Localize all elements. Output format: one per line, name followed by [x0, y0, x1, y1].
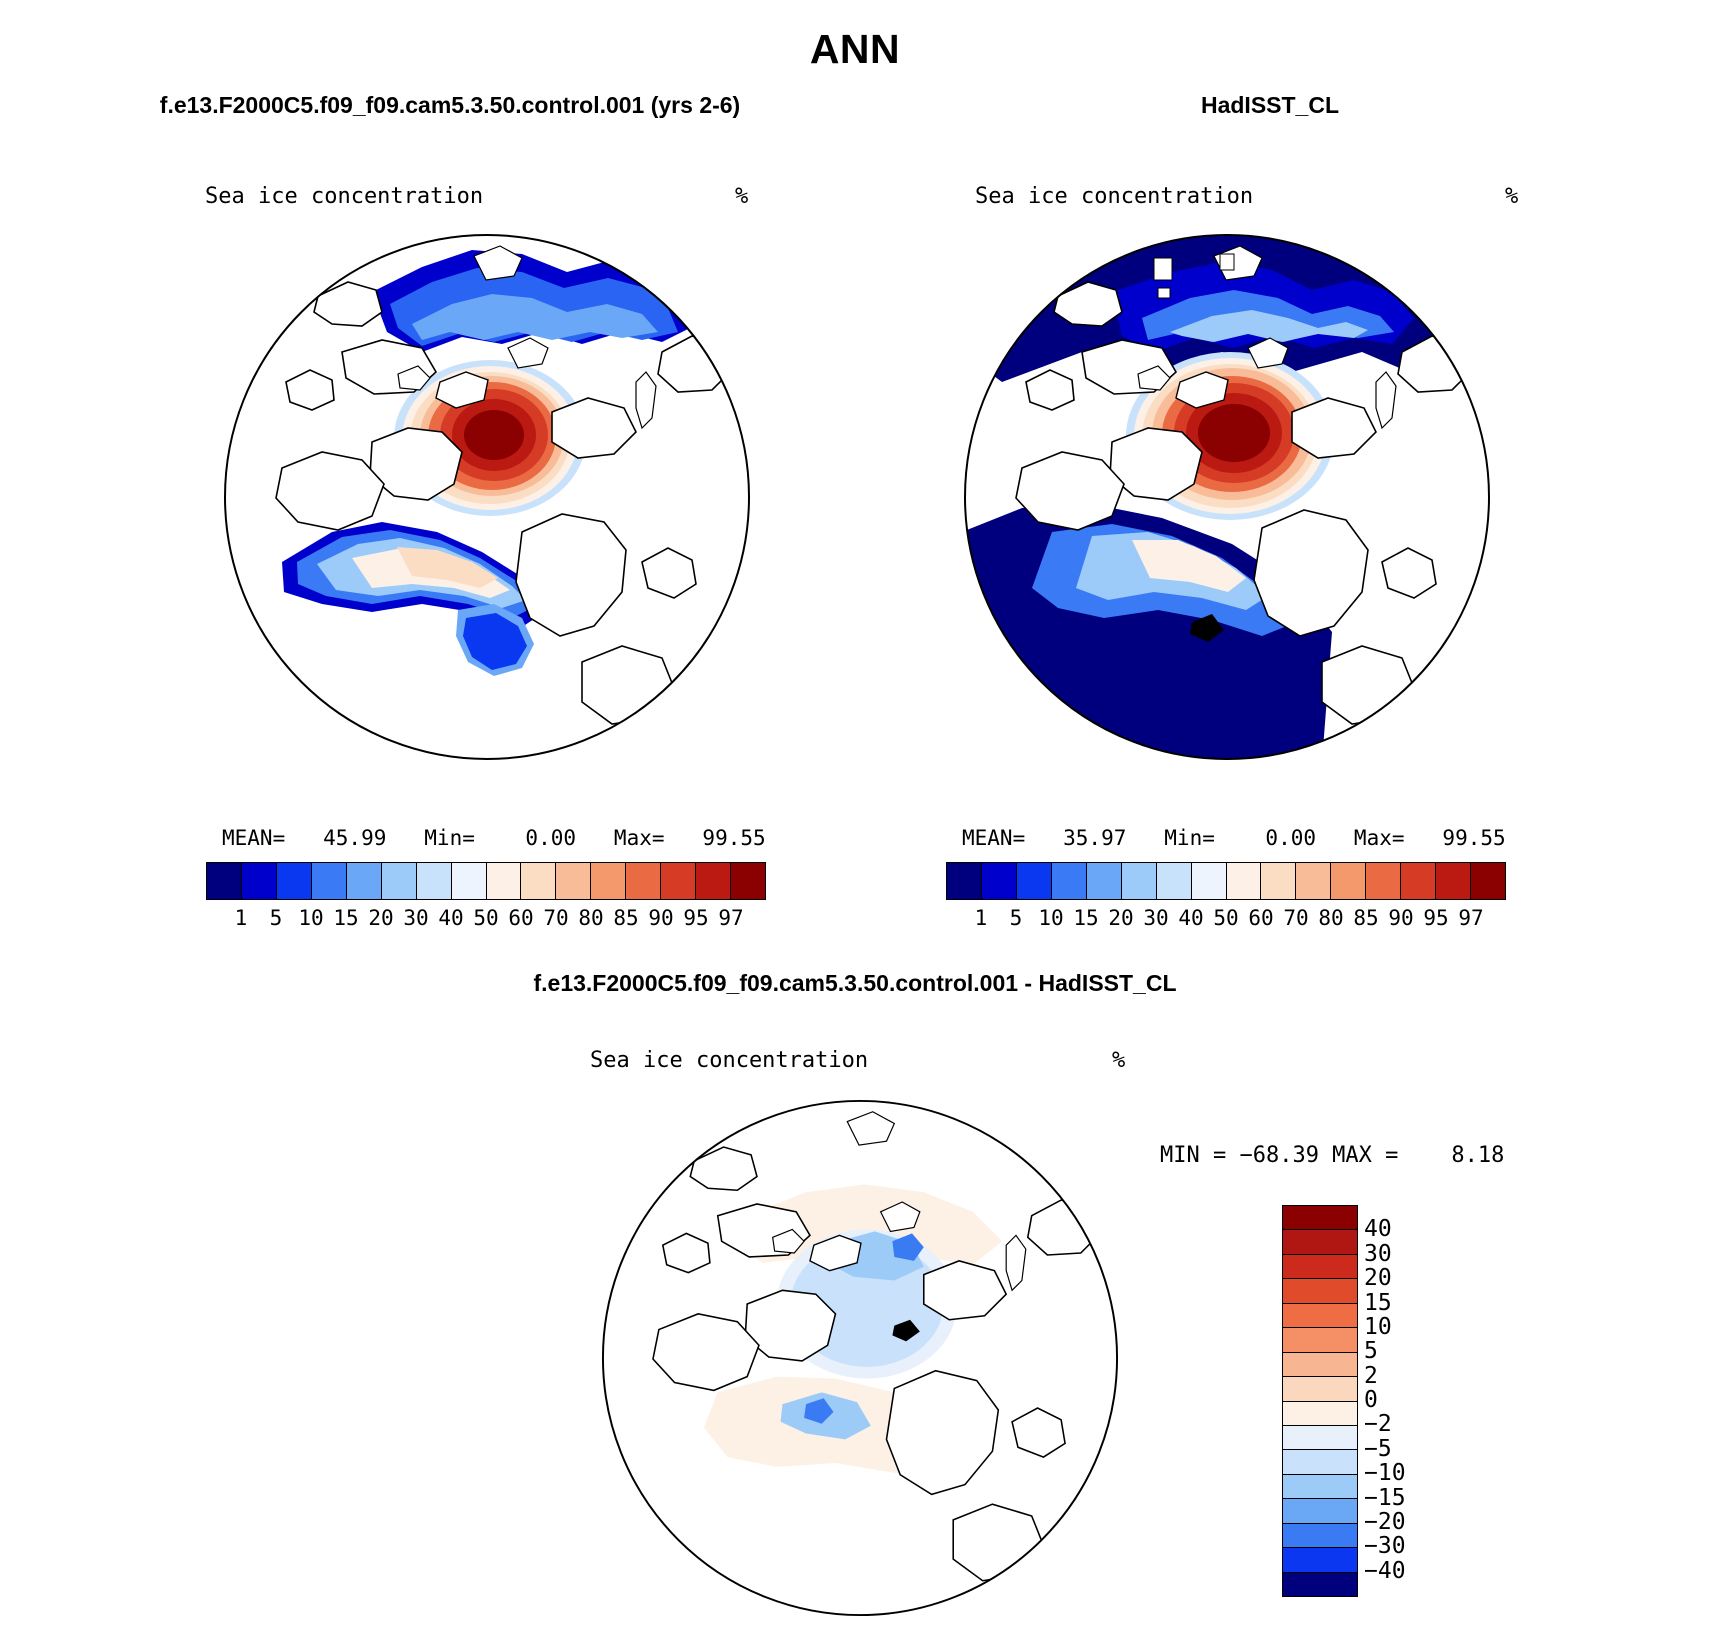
diff-colorbar-tick: 20: [1364, 1265, 1392, 1292]
right-units-label: %: [1505, 184, 1519, 209]
diff-map-svg: [600, 1098, 1120, 1618]
left-map-svg: [222, 232, 752, 762]
diff-variable-label: Sea ice concentration: [590, 1048, 869, 1073]
diff-colorbar-tick: 15: [1364, 1289, 1392, 1316]
diff-panel-title: f.e13.F2000C5.f09_f09.cam5.3.50.control.001 - HadISST_CL: [533, 970, 1177, 996]
left-colorbar-tick: 80: [578, 906, 604, 930]
diff-colorbar-tick: −2: [1364, 1411, 1392, 1438]
left-colorbar-tick: 85: [613, 906, 639, 930]
right-stats: MEAN= 35.97 Min= 0.00 Max= 99.55: [962, 826, 1506, 850]
diff-colorbar-tick: 40: [1364, 1216, 1392, 1243]
right-variable-label: Sea ice concentration: [975, 184, 1254, 209]
right-colorbar-tick: 10: [1038, 906, 1064, 930]
right-colorbar-tick: 80: [1318, 906, 1344, 930]
left-colorbar: [206, 862, 766, 932]
right-colorbar-tick: 15: [1073, 906, 1099, 930]
left-colorbar-tick: 70: [543, 906, 569, 930]
left-stats: MEAN= 45.99 Min= 0.00 Max= 99.55: [222, 826, 766, 850]
left-colorbar-tick: 1: [234, 906, 248, 930]
left-variable-label: Sea ice concentration: [205, 184, 484, 209]
left-colorbar-tick: 90: [648, 906, 674, 930]
left-colorbar-tick: 40: [438, 906, 464, 930]
left-panel-title: f.e13.F2000C5.f09_f09.cam5.3.50.control.001 (yrs 2-6): [159, 92, 741, 118]
left-map: [222, 232, 752, 762]
right-colorbar-tick: 40: [1178, 906, 1204, 930]
right-colorbar-tick: 60: [1248, 906, 1274, 930]
right-colorbar-tick: 5: [1009, 906, 1023, 930]
diff-colorbar-tick: 10: [1364, 1313, 1392, 1340]
left-colorbar-strip: [206, 862, 766, 900]
right-colorbar-tick: 50: [1213, 906, 1239, 930]
diff-colorbar-tick: −20: [1364, 1508, 1406, 1535]
left-colorbar-labels: [206, 906, 766, 932]
right-colorbar-labels: [946, 906, 1506, 932]
right-colorbar-tick: 85: [1353, 906, 1379, 930]
left-colorbar-tick: 30: [403, 906, 429, 930]
left-colorbar-tick: 97: [718, 906, 744, 930]
right-colorbar-tick: 70: [1283, 906, 1309, 930]
diff-minmax-label: MIN = −68.39 MAX = 8.18: [1160, 1143, 1505, 1168]
left-colorbar-tick: 50: [473, 906, 499, 930]
right-map-svg: [962, 232, 1492, 762]
left-colorbar-tick: 60: [508, 906, 534, 930]
diff-colorbar-tick: 0: [1364, 1387, 1378, 1413]
diff-colorbar-tick: −30: [1364, 1533, 1406, 1560]
diff-colorbar-tick: −15: [1364, 1484, 1406, 1511]
right-map: [962, 232, 1492, 762]
diff-colorbar-tick: 5: [1364, 1338, 1378, 1365]
diff-map: [600, 1098, 1120, 1618]
left-units-label: %: [735, 184, 749, 209]
right-colorbar-tick: 30: [1143, 906, 1169, 930]
diff-colorbar-tick: −10: [1364, 1460, 1406, 1487]
diff-colorbar-tick: −40: [1364, 1557, 1406, 1584]
diff-colorbar-tick: −5: [1364, 1435, 1392, 1462]
right-colorbar-tick: 90: [1388, 906, 1414, 930]
diff-units-label: %: [1112, 1048, 1126, 1073]
left-colorbar-tick: 10: [298, 906, 324, 930]
left-colorbar-tick: 15: [333, 906, 359, 930]
diff-colorbar-labels: [1364, 1205, 1454, 1595]
right-colorbar-tick: 20: [1108, 906, 1134, 930]
right-colorbar-tick: 1: [974, 906, 988, 930]
diff-colorbar: [1282, 1205, 1406, 1595]
diff-colorbar-strip: [1282, 1205, 1358, 1597]
right-colorbar: [946, 862, 1506, 932]
right-colorbar-tick: 95: [1423, 906, 1449, 930]
left-colorbar-tick: 95: [683, 906, 709, 930]
page-title: ANN: [809, 26, 901, 72]
diff-colorbar-tick: 2: [1364, 1362, 1378, 1389]
left-colorbar-tick: 5: [269, 906, 283, 930]
diff-colorbar-tick: 30: [1364, 1240, 1392, 1267]
right-colorbar-strip: [946, 862, 1506, 900]
right-panel-title: HadISST_CL: [1200, 92, 1340, 118]
right-colorbar-tick: 97: [1458, 906, 1484, 930]
left-colorbar-tick: 20: [368, 906, 394, 930]
